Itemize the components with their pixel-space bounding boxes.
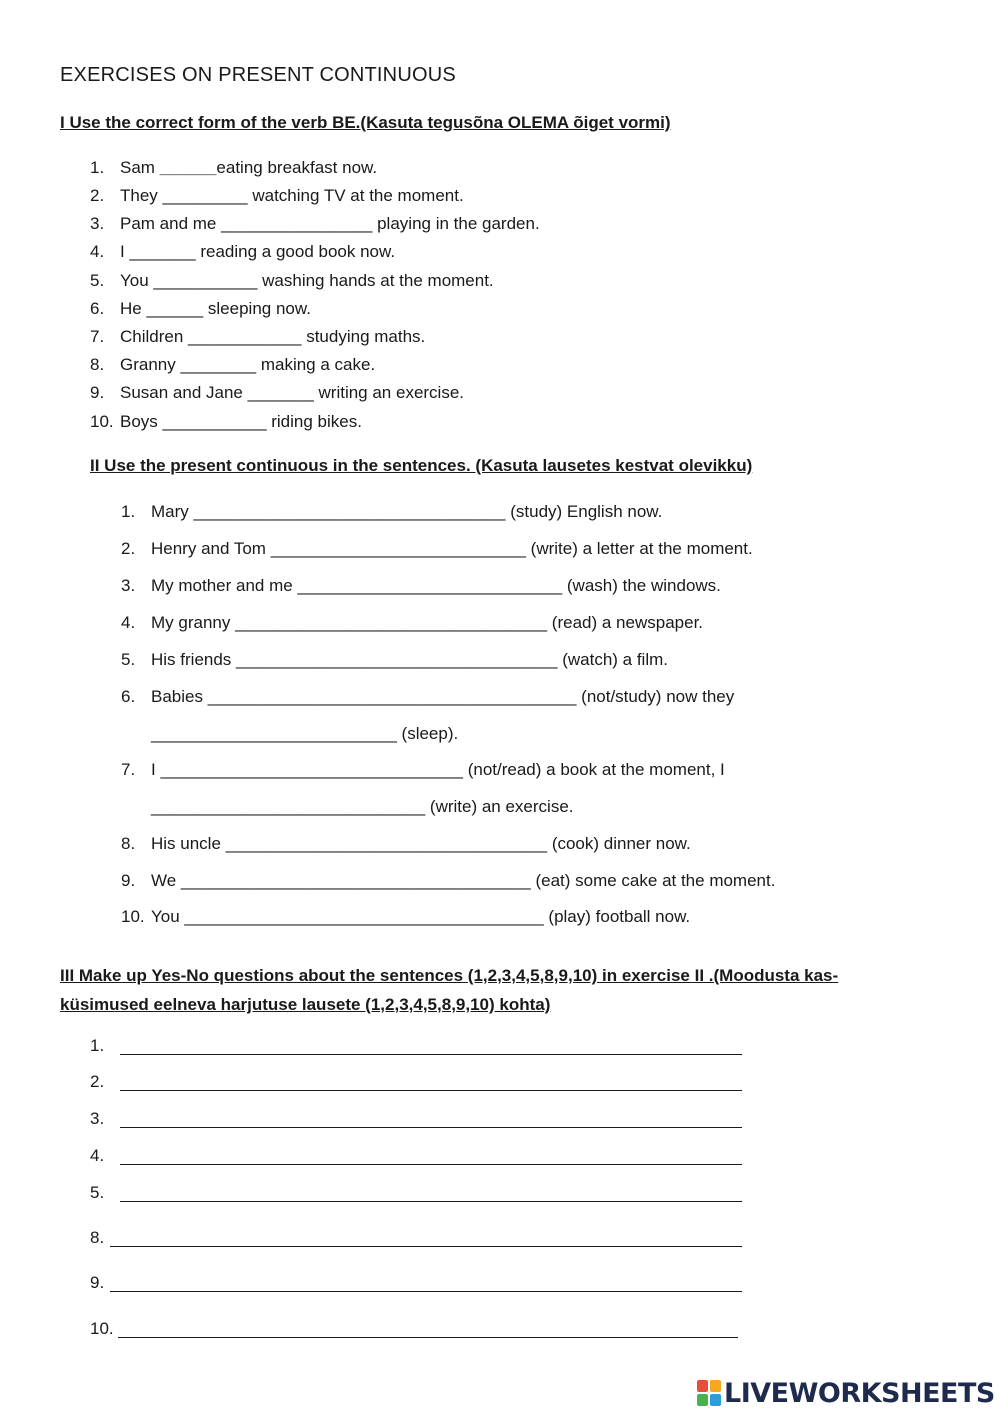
item-number: 2. [121,539,136,558]
item-number: 8. [90,355,105,374]
item-number: 1. [90,158,105,177]
section-1-item [90,411,362,433]
item-number: 3. [90,214,105,233]
answer-line[interactable] [120,1201,742,1202]
section-1-item [90,270,494,292]
section-3-item-number: 10. [90,1319,114,1338]
item-number: 7. [121,760,136,779]
section-1-heading: I Use the correct form of the verb BE.(Kasuta tegusõna OLEMA õiget vormi) [60,113,671,132]
item-number: 9. [90,383,105,402]
answer-line[interactable] [120,1054,742,1055]
item-text[interactable]: Pam and me ________________ playing in the garden. [120,214,540,233]
item-text[interactable]: They _________ watching TV at the moment. [120,186,464,205]
page-title: EXERCISES ON PRESENT CONTINUOUS [60,64,456,86]
answer-line[interactable] [120,1164,742,1165]
section-1-item [90,213,540,235]
item-number: 8. [121,834,136,853]
section-3-item-number: 5. [90,1183,105,1202]
logo-mark-icon [697,1380,721,1406]
section-2-item [121,649,668,671]
item-text[interactable]: Children ____________ studying maths. [120,327,426,346]
item-text[interactable]: Babies _______________________________________ (not/study) now they [151,687,735,706]
item-text[interactable]: You ___________ washing hands at the moment. [120,271,494,290]
answer-line[interactable] [120,1090,742,1091]
item-text[interactable]: He ______ sleeping now. [120,299,311,318]
section-3-item-number: 4. [90,1146,105,1165]
section-3-heading: III Make up Yes-No questions about the sentences (1,2,3,4,5,8,9,10) in exercise II .(Moodusta kas-küsimused eelneva harjutuse lausete (1,2,3,4,5,8,9,10) kohta) [60,966,839,1014]
item-text[interactable]: Boys ___________ riding bikes. [120,412,362,431]
item-number: 5. [90,271,105,290]
item-text[interactable]: My granny _________________________________ (read) a newspaper. [151,613,704,632]
item-text[interactable]: __________________________ (sleep). [151,724,459,743]
item-number: 3. [121,576,136,595]
section-1-item [90,241,395,263]
item-text[interactable]: His friends __________________________________ (watch) a film. [151,650,668,669]
section-2-item-continuation [121,796,574,818]
section-2-item [121,501,662,523]
section-1-item [90,157,377,179]
section-2-item [121,833,691,855]
answer-line[interactable] [110,1291,742,1292]
answer-line[interactable] [110,1246,742,1247]
item-text[interactable]: I _______ reading a good book now. [120,242,396,261]
liveworksheets-logo [697,1378,995,1408]
item-number: 5. [121,650,136,669]
item-text[interactable]: You ______________________________________ (play) football now. [151,907,691,926]
answer-line[interactable] [118,1337,738,1338]
section-1-item [90,326,425,348]
answer-blank[interactable]: ______ [159,158,217,177]
section-2-item [121,575,721,597]
logo-text: LIVEWORKSHEETS [724,1377,995,1409]
item-text[interactable]: We _____________________________________ (eat) some cake at the moment. [151,871,776,890]
item-number: 2. [90,186,105,205]
item-number: 9. [121,871,136,890]
item-text[interactable]: His uncle __________________________________ (cook) dinner now. [151,834,691,853]
item-number: 6. [121,687,136,706]
section-1-item [90,382,464,404]
section-3-item-number: 3. [90,1109,105,1128]
section-3-item-number: 1. [90,1036,105,1055]
section-2-item [121,686,734,708]
section-3-item-number: 9. [90,1273,105,1292]
item-text[interactable]: Granny ________ making a cake. [120,355,376,374]
item-number: 1. [121,502,136,521]
item-text[interactable]: My mother and me ____________________________ (wash) the windows. [151,576,721,595]
section-3-item-number: 8. [90,1228,105,1247]
item-number: 10. [121,907,145,926]
item-text-after: eating breakfast now. [216,158,378,177]
item-text[interactable]: Susan and Jane _______ writing an exercise. [120,383,465,402]
item-number: 4. [90,242,105,261]
item-text[interactable]: Mary _________________________________ (study) English now. [151,502,663,521]
section-1-item [90,185,464,207]
section-2-item [121,759,725,781]
section-1-item [90,354,375,376]
item-text[interactable]: _____________________________ (write) an exercise. [151,797,574,816]
item-number: 10. [90,412,114,431]
section-2-item [121,906,690,928]
item-text[interactable]: I ________________________________ (not/read) a book at the moment, I [151,760,725,779]
section-2-item [121,612,703,634]
section-2-item [121,870,775,892]
section-3-item-number: 2. [90,1072,105,1091]
item-number: 6. [90,299,105,318]
section-2-heading: II Use the present continuous in the sentences. (Kasuta lausetes kestvat olevikku) [90,456,753,475]
item-number: 7. [90,327,105,346]
item-text[interactable]: Henry and Tom ___________________________ (write) a letter at the moment. [151,539,753,558]
section-1-item [90,298,311,320]
item-text-before: Sam [120,158,160,177]
section-2-item [121,538,753,560]
item-number: 4. [121,613,136,632]
section-2-item-continuation [121,723,458,745]
answer-line[interactable] [120,1127,742,1128]
